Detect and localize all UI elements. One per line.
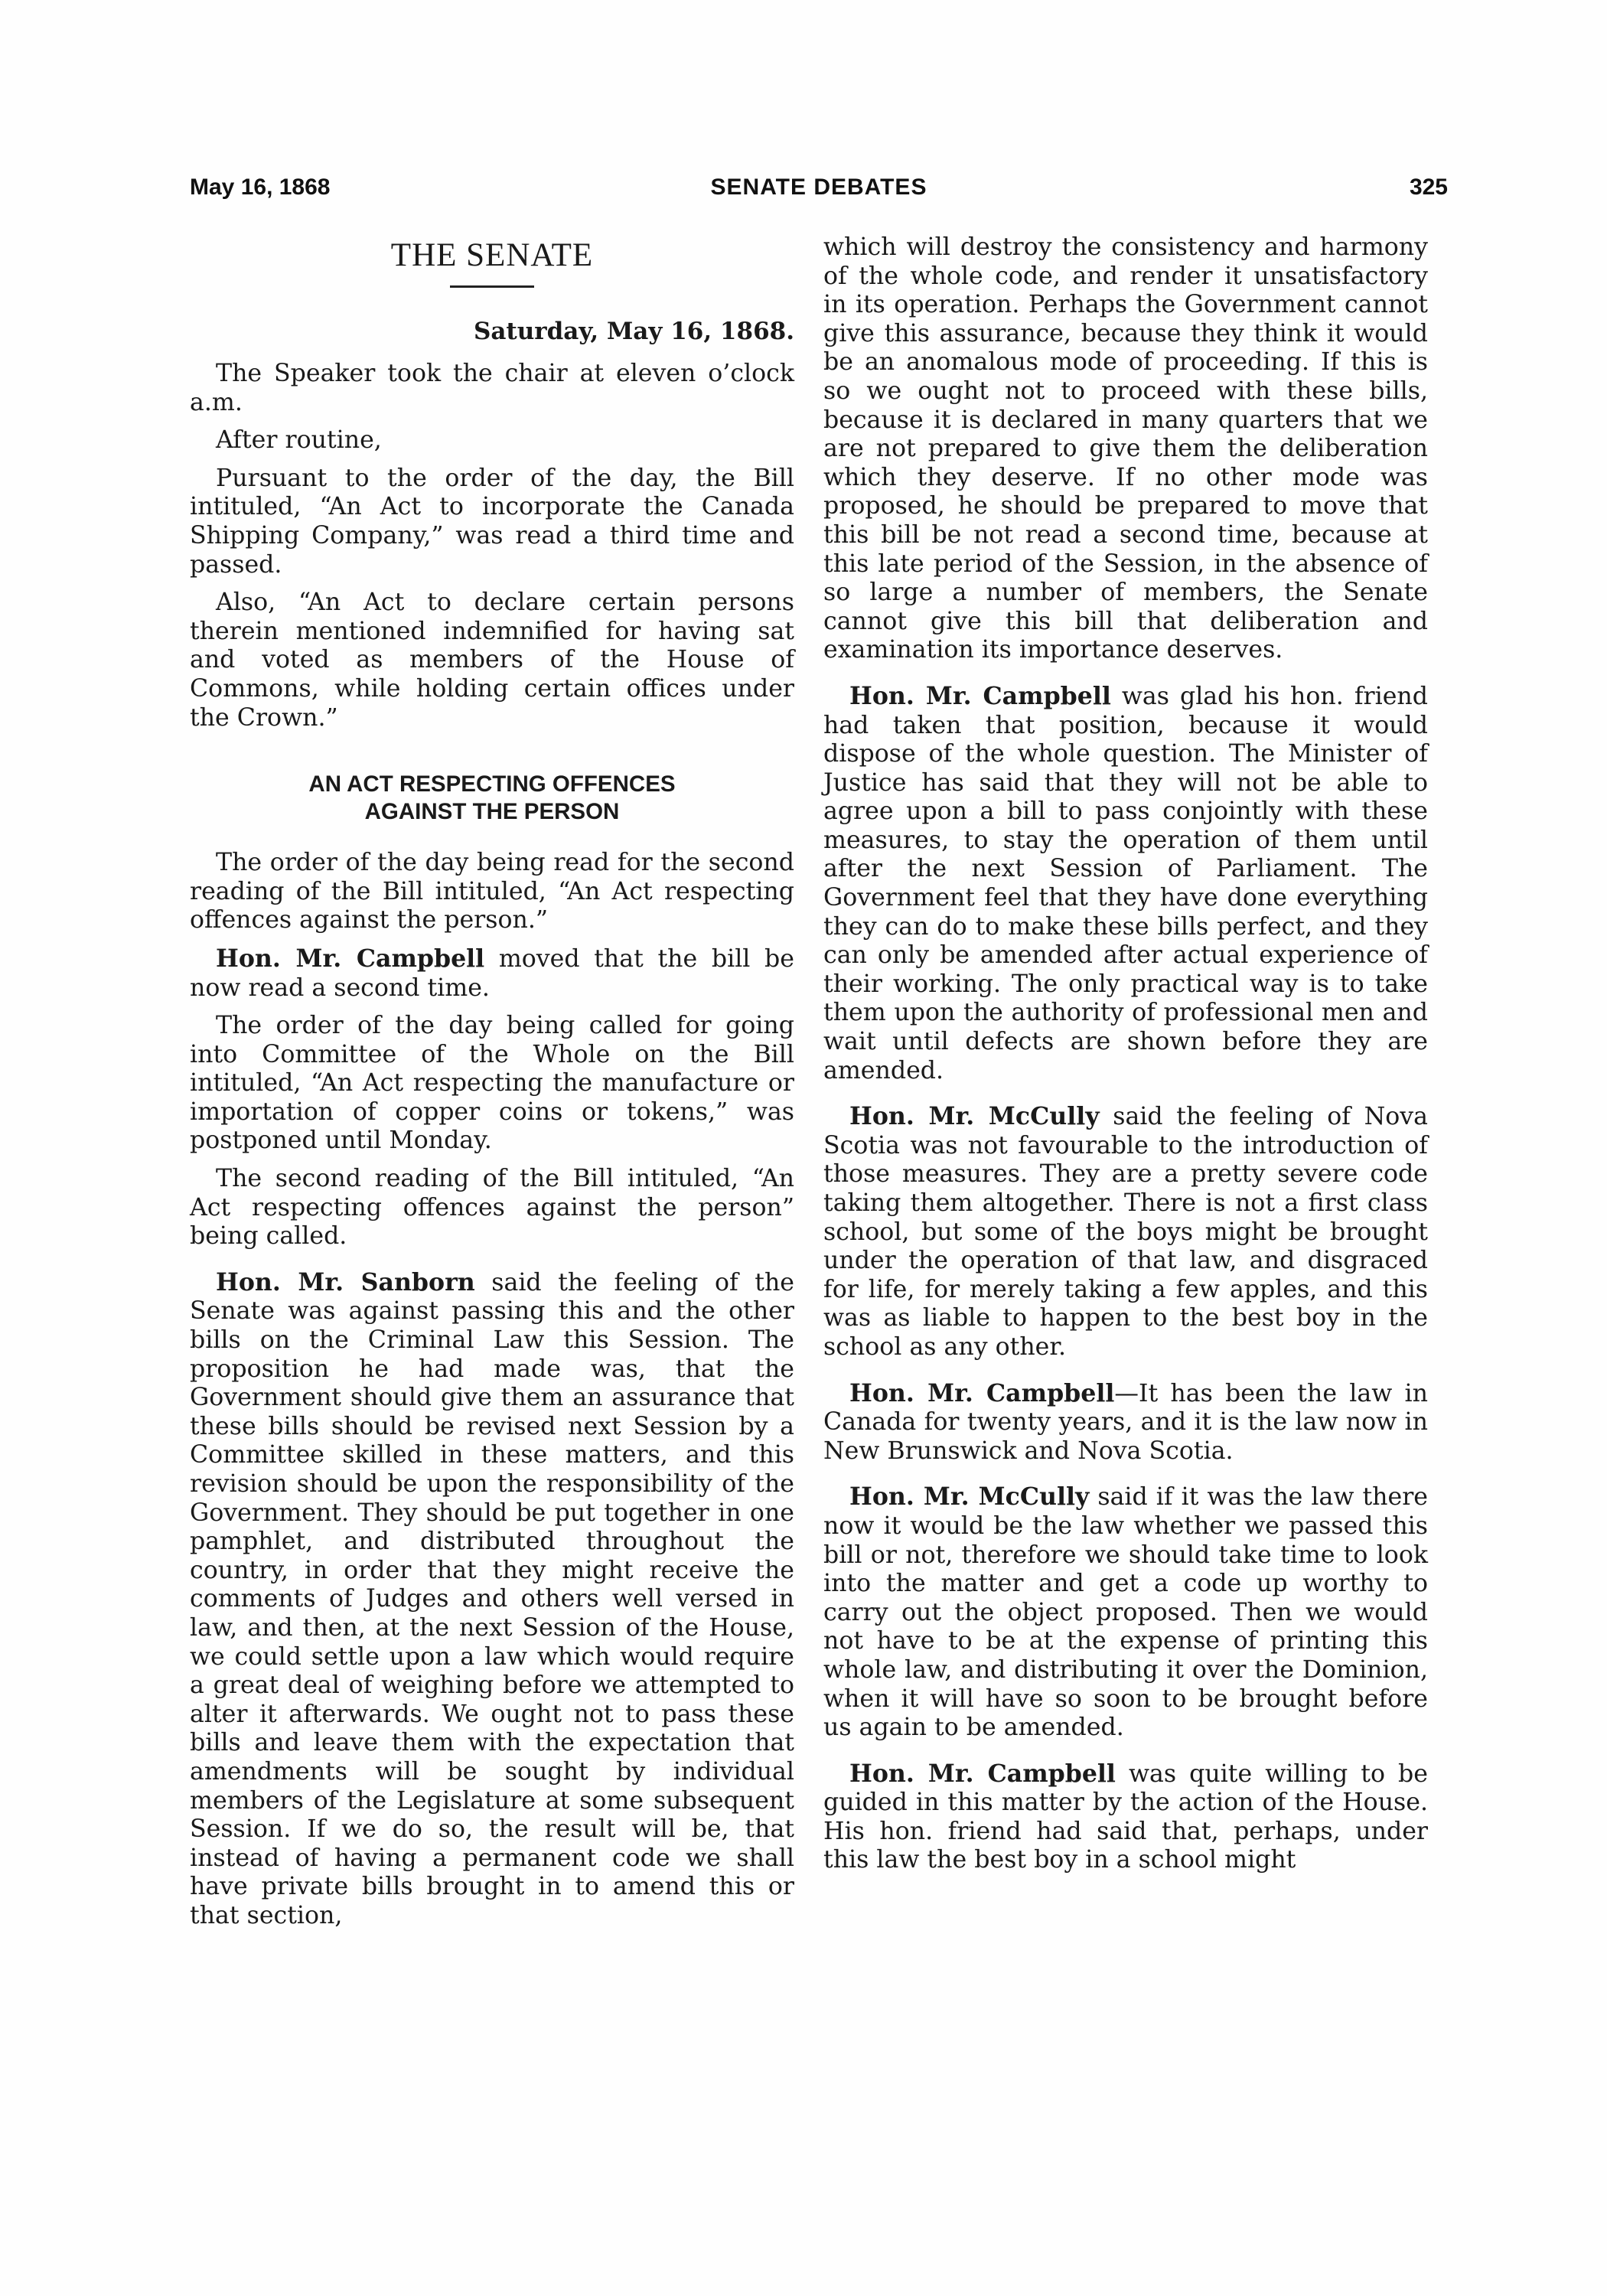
speech-campbell-reply: [823, 682, 1428, 1085]
paragraph-copper-coins-bill: The order of the day being called for going into Committee of the Whole on the Bill intituled, “An Act respecting the manufacture or importation of copper coins or tokens,” was postponed until Monday.: [190, 1012, 794, 1155]
header-publication-title: SENATE DEBATES: [710, 174, 927, 200]
speech-text: was glad his hon. friend had taken that position, because it would dispose of the whole question. The Minister of Justice has said that they will not be able to agree upon a bill to pass conjointly with these measures, to stay the operation of them until after the next Session of Parliament. The Government feel that they have done everything they can do to make these bills perfect, and they can only be amended after actual experience of their working. The only practical way is to take them upon the authority of professional men and wait until defects are shown before they are amended.: [823, 682, 1428, 1084]
header-page-number: 325: [1409, 174, 1448, 200]
paragraph-speaker-took-chair: The Speaker took the chair at eleven o’clock a.m.: [190, 360, 794, 416]
running-header: [190, 174, 1448, 205]
speech-text: —It has been the law in Canada for twenty years, and it is the law now in New Brunswick and Nova Scotia.: [823, 1379, 1428, 1465]
speaker-name: Hon. Mr. Sanborn: [216, 1267, 475, 1296]
house-title: THE SENATE: [390, 237, 594, 273]
left-column: [190, 233, 794, 1940]
speaker-name: Hon. Mr. Campbell: [849, 1759, 1116, 1788]
title-divider: [450, 285, 534, 288]
speech-mccully-nova-scotia: [823, 1102, 1428, 1362]
header-date: May 16, 1868: [190, 174, 331, 200]
speaker-name: Hon. Mr. Campbell: [216, 944, 485, 973]
speaker-name: Hon. Mr. Campbell: [849, 681, 1111, 710]
speech-text: was quite willing to be guided in this matter by the action of the House. His hon. friend had said that, perhaps, under this law the best boy in a school might: [823, 1760, 1428, 1874]
paragraph-shipping-company-bill: Pursuant to the order of the day, the Bill intituled, “An Act to incorporate the Canada Shipping Company,” was read a third time and passed.: [190, 464, 794, 579]
section-heading: [220, 771, 764, 826]
speech-campbell-law: [823, 1379, 1428, 1466]
speech-mccully-code: [823, 1482, 1428, 1742]
speaker-name: Hon. Mr. McCully: [849, 1102, 1100, 1131]
paragraph-after-routine: After routine,: [216, 426, 382, 455]
section-heading-line-2: AGAINST THE PERSON: [364, 799, 620, 825]
speaker-name: Hon. Mr. McCully: [849, 1482, 1090, 1512]
speech-text: said the feeling of the Senate was against passing this and the other bills on the Criminal Law this Session. The proposition he had made was, that the Government should give them an assurance that these bills should be revised next Session by a Committee skilled in these matters, and this revision should be upon the responsibility of the Government. They should be put together in one pamphlet, and distributed throughout the country, in order that they might receive the comments of Judges and others well versed in law, and then, at the next Session of the House, we could settle upon a law which would require a great deal of weighing before we attempted to alter it afterwards. We ought not to pass these bills and leave them with the expectation that amendments will be sought by individual members of the Legislature at some subsequent Session. If we do so, the result will be, that instead of having a permanent code we shall have private bills brought in to amend this or that section,: [190, 1268, 794, 1929]
right-column: [823, 233, 1428, 1884]
speech-text: said the feeling of Nova Scotia was not favourable to the introduction of those measures. They are a pretty severe code taking them altogether. There is not a first class school, but some of the boys might be brought under the operation of that law, and disgraced for life, for merely taking a few apples, and this was as liable to happen to the best boy in the school as any other.: [823, 1103, 1428, 1361]
sitting-date: Saturday, May 16, 1868.: [473, 318, 794, 345]
speech-text: said if it was the law there now it would be the law whether we passed this bill or not, therefore we should take time to look into the matter and get a code up worthy to carry out the object proposed. Then we would not have to be at the expense of printing this whole law, and distributing it over the Dominion, when it will have so soon to be brought before us again to be amended.: [823, 1483, 1428, 1742]
speech-campbell-guided: [823, 1760, 1428, 1875]
speaker-name: Hon. Mr. Campbell: [849, 1378, 1115, 1407]
paragraph-order-of-day: The order of the day being read for the second reading of the Bill intituled, “An Act respecting offences against the person.”: [190, 849, 794, 934]
speech-campbell-motion: [190, 944, 794, 1003]
paragraph-second-reading-called: The second reading of the Bill intituled, “An Act respecting offences against the person” being called.: [190, 1165, 794, 1251]
speech-text: moved that the bill be now read a second time.: [190, 944, 794, 1002]
speech-sanborn: [190, 1268, 794, 1931]
paragraph-indemnity-bill: Also, “An Act to declare certain persons therein mentioned indemnified for having sat and voted as members of the House of Commons, while holding certain offices under the Crown.”: [190, 589, 794, 732]
speech-sanborn-continued: which will destroy the consistency and harmony of the whole code, and render it unsatisfactory in its operation. Perhaps the Government cannot give this assurance, because they think it would be an anomalous mode of proceeding. If this is so we ought not to proceed with these bills, because it is declared in many quarters that we are not prepared to give them the deliberation which they deserve. If no other mode was proposed, he should be prepared to move that this bill be not read a second time, because at this late period of the Session, in the absence of so large a number of members, the Senate cannot give this bill that deliberation and examination its importance deserves.: [823, 233, 1428, 664]
section-heading-line-1: AN ACT RESPECTING OFFENCES: [308, 771, 676, 797]
